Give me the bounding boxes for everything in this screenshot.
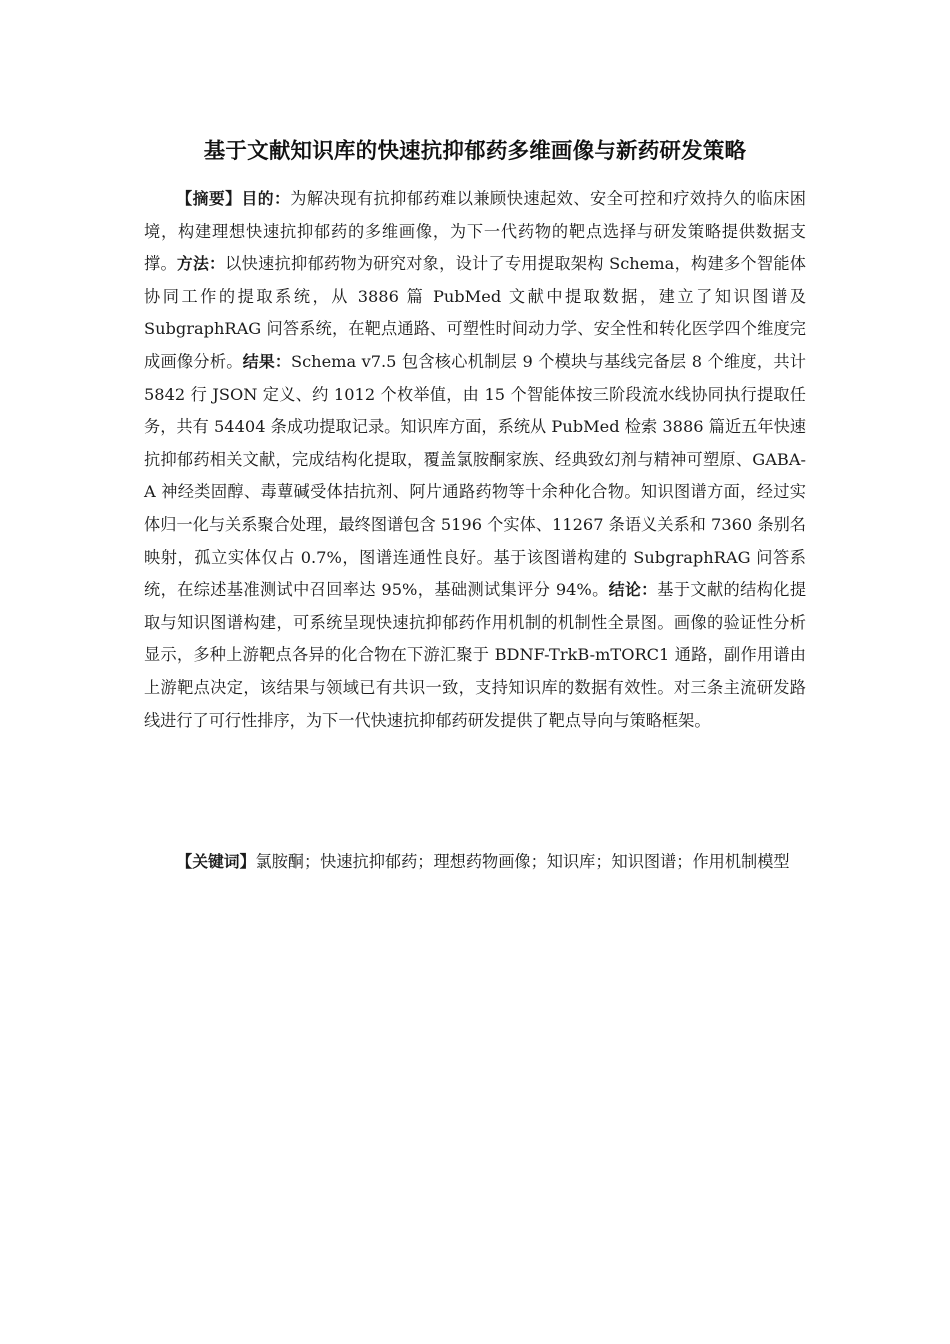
methods-label: 方法： xyxy=(176,254,226,274)
conclusion-text: 基于文献的结构化提取与知识图谱构建，可系统呈现快速抗抑郁药作用机制的机制性全景图。画像的验证性分析显示，多种上游靶点各异的化合物在下游汇聚于 BDNF-TrkB-mTORC1 通路，副作用谱由上游靶点决定，该结果与领域已有共识一致，支持知识库的数据有效性。对三条主流研发路线进行了可行性排序，为下一代快速抗抑郁药研发提供了靶点导向与策略框架。 xyxy=(144,580,807,730)
results-text: Schema v7.5 包含核心机制层 9 个模块与基线完备层 8 个维度，共计 5842 行 JSON 定义、约 1012 个枚举值，由 15 个智能体按三阶段流水线协同执行提取任务，共有 54404 条成功提取记录。知识库方面，系统从 PubMed 检索 3886 篇近五年快速抗抑郁药相关文献，完成结构化提取，覆盖氯胺酮家族、经典致幻剂与精神可塑原、GABA-A 神经类固醇、毒蕈碱受体拮抗剂、阿片通路药物等十余种化合物。知识图谱方面，经过实体归一化与关系聚合处理，最终图谱包含 5196 个实体、11267 条语义关系和 7360 条别名映射，孤立实体仅占 0.7%，图谱连通性良好。基于该图谱构建的 SubgraphRAG 问答系统，在综述基准测试中召回率达 95%，基础测试集评分 94%。 xyxy=(144,351,806,600)
results-label: 结果： xyxy=(242,351,291,371)
paper-title: 基于文献知识库的快速抗抑郁药多维画像与新药研发策略 xyxy=(203,139,747,165)
keywords-label: 【关键词】 xyxy=(176,852,256,871)
abstract-paragraph xyxy=(144,183,806,737)
methods-text: 以快速抗抑郁药物为研究对象，设计了专用提取架构 Schema，构建多个智能体协同工作的提取系统，从 3886 篇 PubMed 文献中提取数据，建立了知识图谱及 SubgraphRAG 问答系统，在靶点通路、可塑性时间动力学、安全性和转化医学四个维度完成画像分析。 xyxy=(144,254,806,371)
abstract-label: 【摘要】 xyxy=(176,189,242,208)
keywords-paragraph xyxy=(144,846,806,879)
objective-label: 目的： xyxy=(241,189,291,208)
keywords-text: 氯胺酮；快速抗抑郁药；理想药物画像；知识库；知识图谱；作用机制模型 xyxy=(255,852,790,871)
objective-text: 为解决现有抗抑郁药难以兼顾快速起效、安全可控和疗效持久的临床困境，构建理想快速抗抑郁药的多维画像，为下一代药物的靶点选择与研发策略提供数据支撑。 xyxy=(144,189,806,274)
conclusion-label: 结论： xyxy=(608,580,658,600)
